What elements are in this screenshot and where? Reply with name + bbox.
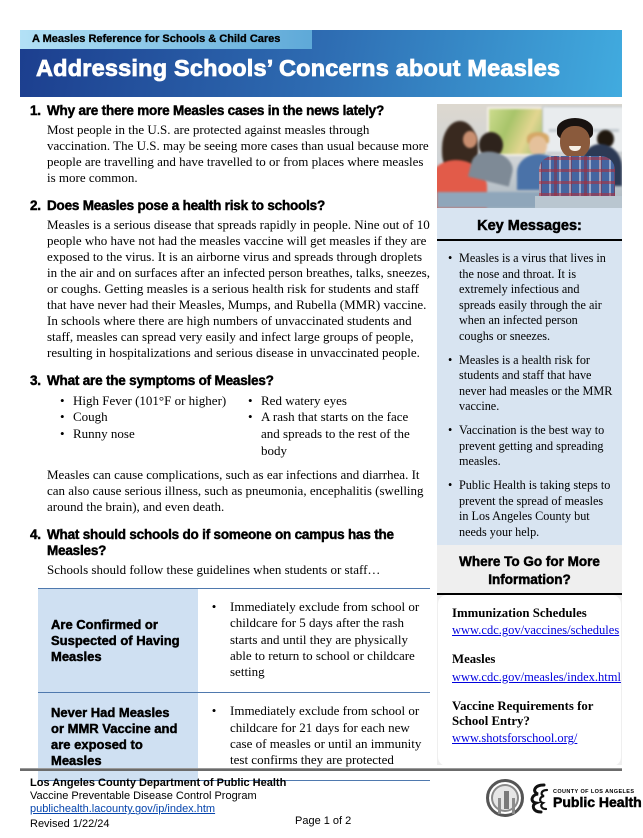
section-heading-text: What should schools do if someone on campus has the Measles? bbox=[47, 527, 394, 558]
link-label: Measles bbox=[452, 652, 496, 667]
list-item: • Measles is a virus that lives in the nose and throat. It is extremely infectious and spreads easily through the air when an infected person coughs or sneezes. bbox=[447, 251, 615, 345]
student-silhouette bbox=[529, 136, 547, 156]
desk bbox=[535, 196, 622, 208]
public-health-logo-text bbox=[553, 789, 642, 810]
link-label: Immunization Schedules bbox=[452, 606, 587, 621]
section-q2 bbox=[30, 198, 434, 361]
bullet-icon: • bbox=[211, 599, 217, 615]
symptom-column-left bbox=[60, 393, 248, 461]
key-messages-list bbox=[437, 241, 622, 552]
list-item: • Runny nose bbox=[60, 426, 248, 443]
footer-org-name: Los Angeles County Department of Public Health bbox=[30, 777, 287, 789]
more-info-title: Where To Go for More Information? bbox=[437, 545, 622, 595]
table-row bbox=[38, 588, 430, 692]
table-row-body bbox=[198, 589, 430, 692]
footer-program-name: Vaccine Preventable Disease Control Program bbox=[30, 790, 257, 803]
cdc-vaccines-schedules-link[interactable]: www.cdc.gov/vaccines/schedules bbox=[452, 623, 620, 638]
section-q2-heading bbox=[30, 198, 434, 214]
section-heading-text: What are the symptoms of Measles? bbox=[47, 372, 274, 388]
section-heading-text: Why are there more Measles cases in the news lately? bbox=[47, 103, 385, 118]
student-silhouette bbox=[463, 131, 477, 148]
classroom-photo bbox=[437, 104, 622, 208]
section-q4-heading bbox=[30, 527, 434, 559]
symptom-column-right bbox=[248, 393, 423, 461]
header-tag: A Measles Reference for Schools & Child Cares bbox=[20, 30, 312, 49]
list-item: • Red watery eyes bbox=[248, 393, 423, 410]
more-info-item bbox=[452, 606, 620, 639]
cdc-measles-link[interactable]: www.cdc.gov/measles/index.html bbox=[452, 669, 621, 684]
section-number: 3. bbox=[30, 372, 41, 388]
public-health-logo bbox=[528, 783, 642, 815]
section-number: 2. bbox=[30, 197, 41, 213]
list-item: • Measles is a health risk for students and staff that have never had measles or the MMR vaccine. bbox=[447, 353, 615, 415]
page-number: Page 1 of 2 bbox=[295, 815, 352, 827]
key-messages-title: Key Messages: bbox=[437, 215, 622, 241]
sidebar-more-info-box bbox=[437, 545, 622, 765]
section-q1 bbox=[30, 103, 434, 186]
page-title: Addressing Schools’ Concerns about Measles bbox=[36, 55, 561, 81]
table-row-text: Immediately exclude from school or childcare for 5 days after the rash starts and until they are physically able to return to school or childcare setting bbox=[230, 599, 420, 680]
bullet-icon: • bbox=[211, 703, 217, 719]
footer-revised-date: Revised 1/22/24 bbox=[30, 817, 110, 830]
profile-faces-icon bbox=[528, 783, 550, 815]
list-item: • Public Health is taking steps to prevent the spread of measles in Los Angeles County but needs your help. bbox=[447, 478, 615, 540]
section-q3-body: Measles can cause complications, such as ear infections and diarrhea. It can also cause serious illness, such as pneumonia, encephalitis (swelling around the brain), and even death. bbox=[47, 467, 424, 515]
list-item: • Cough bbox=[60, 409, 248, 426]
la-county-seal-icon bbox=[486, 779, 524, 817]
section-q4 bbox=[30, 527, 434, 578]
section-number: 1. bbox=[30, 103, 41, 118]
section-heading-text: Does Measles pose a health risk to schools? bbox=[47, 197, 325, 213]
table-row-label: Never Had Measles or MMR Vaccine and are exposed to Measles bbox=[38, 693, 198, 780]
section-q3 bbox=[30, 373, 434, 515]
section-q1-body: Most people in the U.S. are protected against measles through vaccination. The U.S. may be seeing more cases than usual because more people are travelling and have travelled to or from places where measles is more common. bbox=[47, 121, 429, 185]
section-number: 4. bbox=[30, 527, 41, 543]
more-info-item bbox=[452, 652, 621, 685]
footer-info bbox=[30, 777, 286, 831]
more-info-panel bbox=[438, 595, 621, 766]
guidelines-table bbox=[38, 588, 430, 781]
logo-county-text: COUNTY OF LOS ANGELES bbox=[553, 788, 635, 795]
symptom-list bbox=[60, 393, 434, 461]
section-q1-heading bbox=[30, 103, 434, 119]
sidebar-key-messages-box bbox=[437, 104, 622, 560]
smiling-student bbox=[560, 126, 590, 158]
list-item: • High Fever (101°F or higher) bbox=[60, 393, 248, 410]
section-q3-heading bbox=[30, 373, 434, 389]
logo-public-health-text: Public Health bbox=[553, 793, 642, 810]
list-item: • Vaccination is the best way to prevent getting and spreading measles. bbox=[447, 423, 615, 470]
table-row-label: Are Confirmed or Suspected of Having Measles bbox=[38, 589, 198, 692]
list-item: • A rash that starts on the face and spreads to the rest of the body bbox=[248, 409, 423, 460]
shotsforschool-link[interactable]: www.shotsforschool.org/ bbox=[452, 731, 578, 746]
footer-divider bbox=[20, 768, 622, 771]
table-row-text: Immediately exclude from school or childcare for 21 days for each new case of measles or until an immunity test confirms they are protected bbox=[230, 703, 422, 768]
more-info-item bbox=[452, 699, 617, 748]
section-q4-intro: Schools should follow these guidelines when students or staff… bbox=[47, 561, 381, 577]
link-label: Vaccine Requirements for School Entry? bbox=[452, 698, 594, 729]
section-q2-body: Measles is a serious disease that spreads rapidly in people. Nine out of 10 people who have not had the measles vaccine will get measles if they are exposed to the virus. It is an airborne virus and spreads through droplets in the air and on surfaces after an infected person breathes, talks, sneezes, or coughs. Getting measles is a serious health risk for students and staff that have never had their Measles, Mumps, and Rubella (MMR) vaccine. In schools where there are high numbers of unvaccinated students and staff, measles can spread very easily and infect large groups of people, resulting in hospitalizations and serious disease in unvaccinated people. bbox=[47, 216, 430, 360]
footer-lacounty-link[interactable]: publichealth.lacounty.gov/ip/index.htm bbox=[30, 803, 216, 816]
header-banner bbox=[20, 30, 622, 97]
main-column bbox=[30, 103, 434, 781]
